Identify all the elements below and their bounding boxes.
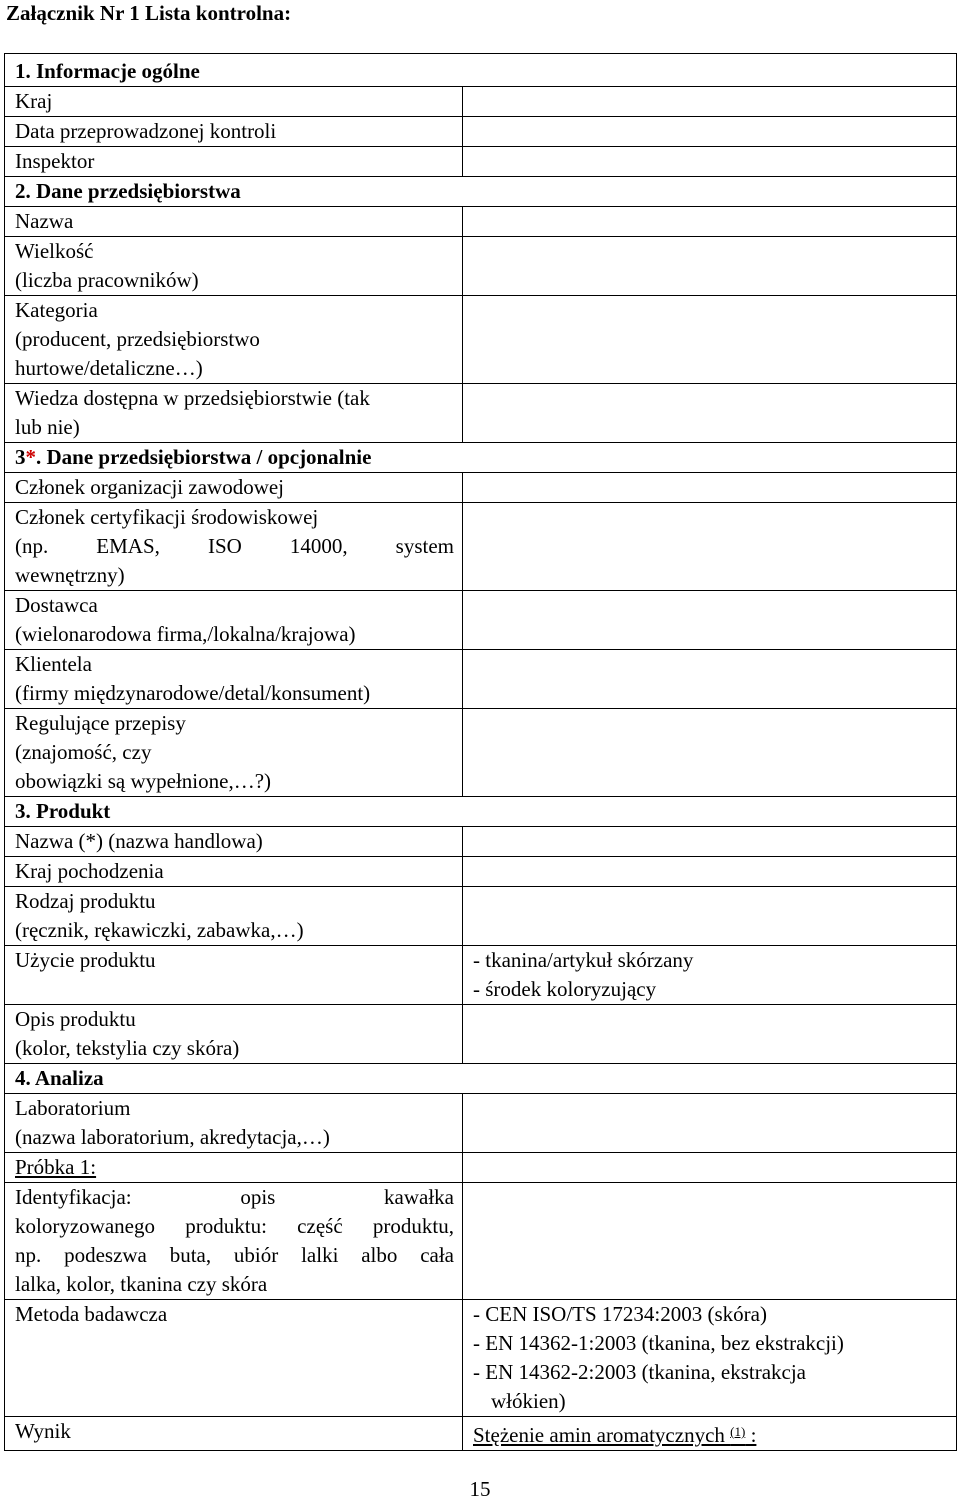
label-opis-produktu: Opis produktu <box>15 1007 136 1031</box>
wynik-colon: : <box>745 1423 757 1447</box>
section-4-heading: 4. Analiza <box>15 1066 104 1090</box>
label-opis-produktu-hint: (kolor, tekstylia czy skóra) <box>15 1036 240 1060</box>
value-przepisy[interactable] <box>463 709 957 797</box>
value-kraj[interactable] <box>463 87 957 117</box>
section-1-heading: 1. Informacje ogólne <box>15 59 200 83</box>
label-czlonek-org: Członek organizacji zawodowej <box>15 475 285 499</box>
section-4-heading-row <box>5 1064 957 1094</box>
section-3a-asterisk: * <box>25 445 36 469</box>
row-kategoria <box>5 296 957 384</box>
label-klientela-hint: (firmy międzynarodowe/detal/konsument) <box>15 681 371 705</box>
row-wiedza <box>5 384 957 443</box>
section-3a-title: . Dane przedsiębiorstwa / opcjonalnie <box>36 445 372 469</box>
value-czlonek-org[interactable] <box>463 473 957 503</box>
section-3a-heading-row <box>5 443 957 473</box>
metoda-option-1: - CEN ISO/TS 17234:2003 (skóra) <box>473 1302 767 1326</box>
row-kraj-pochodzenia <box>5 857 957 887</box>
label-laboratorium: Laboratorium <box>15 1096 131 1120</box>
section-1-heading-row <box>5 54 957 87</box>
label-rodzaj-produktu-hint: (ręcznik, rękawiczki, zabawka,…) <box>15 918 304 942</box>
row-laboratorium <box>5 1094 957 1153</box>
row-uzycie-produktu <box>5 946 957 1005</box>
section-3-heading: 3. Produkt <box>15 799 111 823</box>
wynik-value <box>473 1417 956 1450</box>
wynik-text: Stężenie amin aromatycznych <box>473 1423 731 1447</box>
label-identyfikacja-line-2: koloryzowanego produktu: część produktu, <box>15 1214 454 1238</box>
label-identyfikacja: Identyfikacja: opis kawałka <box>15 1185 454 1209</box>
row-data-kontroli <box>5 117 957 147</box>
label-czlonek-cert: Członek certyfikacji środowiskowej <box>15 505 319 529</box>
label-klientela: Klientela <box>15 652 92 676</box>
row-kraj <box>5 87 957 117</box>
value-uzycie-produktu[interactable] <box>463 946 957 1005</box>
label-metoda-badawcza: Metoda badawcza <box>15 1302 168 1326</box>
value-wielkosc[interactable] <box>463 237 957 296</box>
label-laboratorium-hint: (nazwa laboratorium, akredytacja,…) <box>15 1125 330 1149</box>
value-metoda-badawcza[interactable] <box>463 1300 957 1417</box>
value-kraj-pochodzenia[interactable] <box>463 857 957 887</box>
label-kategoria-hint-2: hurtowe/detaliczne…) <box>15 356 203 380</box>
row-metoda-badawcza <box>5 1300 957 1417</box>
row-czlonek-cert <box>5 503 957 591</box>
row-wielkosc <box>5 237 957 296</box>
row-klientela <box>5 650 957 709</box>
label-przepisy-hint-2: obowiązki są wypełnione,…?) <box>15 769 272 793</box>
section-2-heading: 2. Dane przedsiębiorstwa <box>15 179 241 203</box>
row-przepisy <box>5 709 957 797</box>
label-uzycie-produktu: Użycie produktu <box>15 948 156 972</box>
row-wynik <box>5 1417 957 1451</box>
value-wynik[interactable] <box>463 1417 957 1451</box>
label-probka: Próbka 1: <box>15 1155 97 1179</box>
checklist-table <box>4 53 957 1451</box>
label-data-kontroli: Data przeprowadzonej kontroli <box>15 119 277 143</box>
metoda-option-3-cont: włókien) <box>491 1389 566 1413</box>
label-czlonek-cert-hint-1: (np. EMAS, ISO 14000, system <box>15 534 454 558</box>
metoda-option-2: - EN 14362-1:2003 (tkanina, bez ekstrakcji) <box>473 1331 844 1355</box>
row-inspektor <box>5 147 957 177</box>
row-nazwa-produktu <box>5 827 957 857</box>
label-nazwa: Nazwa <box>15 209 74 233</box>
value-rodzaj-produktu[interactable] <box>463 887 957 946</box>
value-identyfikacja[interactable] <box>463 1183 957 1300</box>
label-identyfikacja-line-3: np. podeszwa buta, ubiór lalki albo cała <box>15 1243 454 1267</box>
section-3a-heading <box>15 443 956 472</box>
row-czlonek-org <box>5 473 957 503</box>
label-identyfikacja-line-4: lalka, kolor, tkanina czy skóra <box>15 1272 268 1296</box>
label-wielkosc-hint: (liczba pracowników) <box>15 268 199 292</box>
label-rodzaj-produktu: Rodzaj produktu <box>15 889 156 913</box>
label-inspektor: Inspektor <box>15 149 95 173</box>
value-kategoria[interactable] <box>463 296 957 384</box>
value-klientela[interactable] <box>463 650 957 709</box>
label-dostawca-hint: (wielonarodowa firma,/lokalna/krajowa) <box>15 622 356 646</box>
value-data-kontroli[interactable] <box>463 117 957 147</box>
section-2-heading-row <box>5 177 957 207</box>
value-nazwa-produktu[interactable] <box>463 827 957 857</box>
label-przepisy-hint-1: (znajomość, czy <box>15 740 152 764</box>
label-przepisy: Regulujące przepisy <box>15 711 186 735</box>
value-inspektor[interactable] <box>463 147 957 177</box>
value-laboratorium[interactable] <box>463 1094 957 1153</box>
value-opis-produktu[interactable] <box>463 1005 957 1064</box>
label-wynik: Wynik <box>15 1419 71 1443</box>
row-rodzaj-produktu <box>5 887 957 946</box>
value-probka[interactable] <box>463 1153 957 1183</box>
value-wiedza[interactable] <box>463 384 957 443</box>
label-dostawca: Dostawca <box>15 593 98 617</box>
uzycie-option-2: - środek koloryzujący <box>473 977 657 1001</box>
uzycie-option-1: - tkanina/artykuł skórzany <box>473 948 694 972</box>
page-number: 15 <box>469 1477 491 1501</box>
value-czlonek-cert[interactable] <box>463 503 957 591</box>
label-nazwa-produktu: Nazwa (*) (nazwa handlowa) <box>15 829 263 853</box>
document-title: Załącznik Nr 1 Lista kontrolna: <box>6 1 292 25</box>
label-kategoria: Kategoria <box>15 298 98 322</box>
row-probka <box>5 1153 957 1183</box>
section-3a-number: 3 <box>15 445 26 469</box>
label-kraj: Kraj <box>15 89 53 113</box>
row-nazwa-przedsiebiorstwa <box>5 207 957 237</box>
label-wiedza: Wiedza dostępna w przedsiębiorstwie (tak <box>15 386 370 410</box>
label-wiedza-cont: lub nie) <box>15 415 80 439</box>
row-identyfikacja <box>5 1183 957 1300</box>
value-nazwa[interactable] <box>463 207 957 237</box>
row-opis-produktu <box>5 1005 957 1064</box>
footnote-marker: (1) <box>730 1424 746 1439</box>
label-czlonek-cert-hint-2: wewnętrzny) <box>15 563 125 587</box>
row-dostawca <box>5 591 957 650</box>
label-wielkosc: Wielkość <box>15 239 94 263</box>
label-kraj-pochodzenia: Kraj pochodzenia <box>15 859 164 883</box>
metoda-option-3: - EN 14362-2:2003 (tkanina, ekstrakcja <box>473 1360 806 1384</box>
label-kategoria-hint-1: (producent, przedsiębiorstwo <box>15 327 260 351</box>
value-dostawca[interactable] <box>463 591 957 650</box>
section-3-heading-row <box>5 797 957 827</box>
